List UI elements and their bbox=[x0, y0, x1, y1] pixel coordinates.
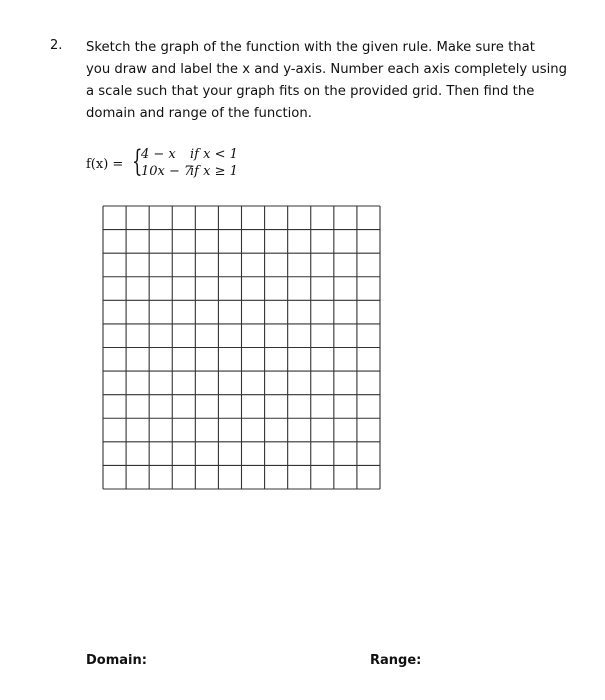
question-instructions bbox=[86, 37, 566, 125]
function-lhs: f(x) = bbox=[86, 157, 124, 172]
function-brace: { bbox=[132, 144, 143, 179]
piece-2-expression: 10x − 7 bbox=[141, 164, 193, 179]
instruction-line: a scale such that your graph fits on the provided grid. Then find the bbox=[86, 84, 535, 99]
instruction-line: domain and range of the function. bbox=[86, 106, 312, 121]
piece-1-expression: 4 − x bbox=[141, 147, 176, 162]
range-label: Range: bbox=[370, 653, 422, 668]
domain-label: Domain: bbox=[86, 653, 147, 668]
instruction-line: Sketch the graph of the function with the given rule. Make sure that bbox=[86, 40, 535, 55]
graph-grid[interactable] bbox=[102, 205, 381, 490]
piece-1-condition: if x < 1 bbox=[190, 147, 238, 162]
instruction-line: you draw and label the x and y-axis. Number each axis completely using bbox=[86, 62, 567, 77]
question-number: 2. bbox=[50, 38, 63, 53]
piece-2-condition: if x ≥ 1 bbox=[190, 164, 238, 179]
